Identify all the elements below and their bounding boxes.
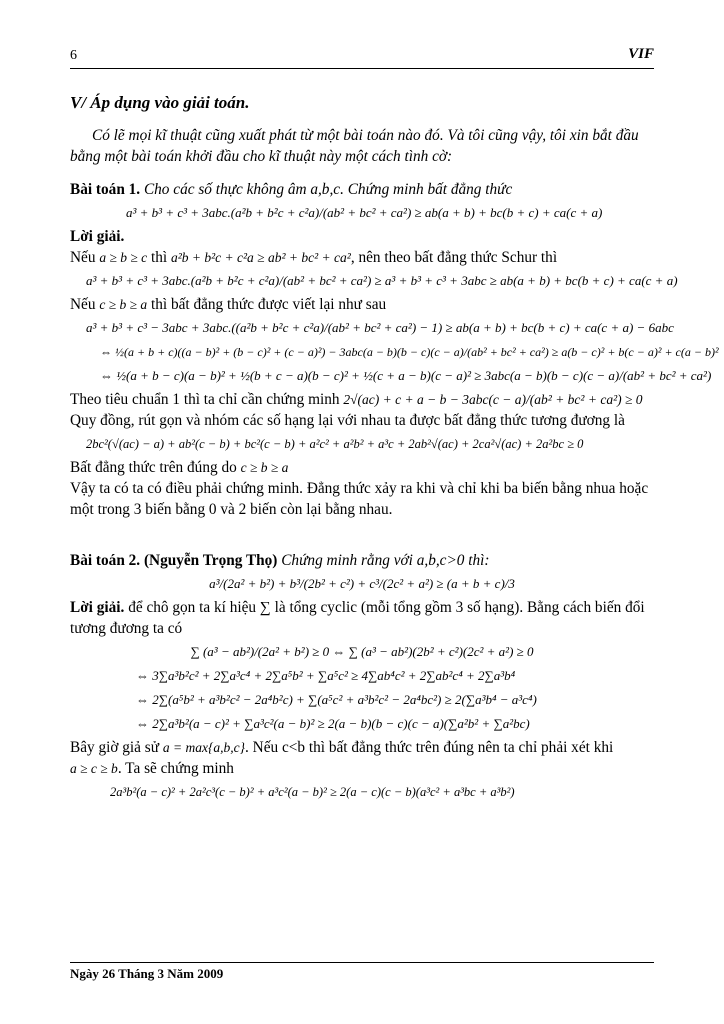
solution-2-equation-6: 2a³b²(a − c)² + 2a²c³(c − b)² + a³c²(a − b)² ≥ 2(a − c)(c − b)(a³c² + a³bc + a³b²) — [110, 785, 515, 799]
case-2 — [70, 294, 654, 315]
assume-end: . Ta sẽ chứng minh — [117, 760, 234, 777]
page-number: 6 — [70, 48, 77, 63]
solution-2-equation-3: ⇔ 3∑a³b²c² + 2∑a³c⁴ + 2∑a⁵b² + ∑a⁵c² ≥ 4∑ab⁴c² + 2∑ab²c⁴ + 2∑a³b⁴ — [136, 668, 516, 683]
assume-condition: a ≥ c ≥ b — [70, 761, 118, 776]
case-1-post: , nên theo bất đẳng thức Schur thì — [350, 249, 558, 266]
true-condition: c ≥ b ≥ a — [240, 460, 289, 475]
section-title: V/ Áp dụng vào giải toán. — [70, 93, 250, 112]
case-2-post: thì bất đẳng thức được viết lại như sau — [150, 296, 387, 313]
solution-2-text: để chô gọn ta kí hiệu ∑ là tổng cyclic (mỗi tổng gồm 3 số hạng). Bằng cách biến đổi tương đương ta có — [70, 599, 645, 637]
solution-2-equation-4: ⇔ 2∑(a⁵b² + a³b²c² − 2a⁴b²c) + ∑(a⁵c² + a³b²c² − 2a⁴bc²) ≥ 2(∑a³b⁴ − a³c⁴) — [136, 692, 537, 707]
solution-2-equation-2: ∑ (a³ − ab²)/(2a² + b²) ≥ 0 ⇔ ∑ (a³ − ab²)(2b² + c²)(2c² + a²) ≥ 0 — [190, 644, 534, 659]
case-1-inequality: a²b + b²c + c²a ≥ ab² + bc² + ca² — [170, 250, 351, 265]
problem-1-equation: a³ + b³ + c³ + 3abc.(a²b + b²c + c²a)/(ab² + bc² + ca²) ≥ ab(a + b) + bc(b + c) + ca(c + a) — [126, 205, 603, 220]
problem-2-statement: Chứng minh rằng với a,b,c>0 thì: — [281, 552, 490, 569]
case-1-mid: thì — [150, 249, 168, 266]
true-line — [70, 457, 654, 478]
criterion-line — [70, 389, 654, 410]
assume-post: . Nếu c<b thì bất đẳng thức trên đúng nên ta chỉ phải xét khi — [245, 739, 614, 756]
case-1 — [70, 247, 654, 268]
footer-rule — [70, 962, 654, 963]
problem-1-label: Bài toán 1. — [70, 181, 141, 198]
reduce-paragraph: Quy đồng, rút gọn và nhóm các số hạng lại với nhau ta được bất đẳng thức tương đương là — [70, 412, 625, 429]
solution-2-label: Lời giải. — [70, 599, 125, 616]
true-pre: Bất đẳng thức trên đúng do — [70, 459, 237, 476]
case-2-condition: c ≥ b ≥ a — [99, 297, 148, 312]
conclusion-paragraph: Vậy ta có ta có điều phải chứng minh. Đẳng thức xảy ra khi và chỉ khi ba biến bằng nhua hoặc một trong 3 biến bằng 0 và 2 biến còn lại bằng nhau. — [70, 480, 649, 518]
solution-2-equation-5: ⇔ 2∑a³b²(a − c)² + ∑a³c²(a − b)² ≥ 2(a − b)(b − c)(c − a)(∑a²b² + ∑a²bc) — [136, 716, 530, 731]
solution-1-equation-4: ⇔ ½(a + b + c)((a − b)² + (b − c)² + (c − a)²) − 3abc(a − b)(b − c)(c − a)/(ab² + bc² + ca²) ≥ a(b − c)² + b(c − a)² + c(a − b)² — [100, 345, 719, 359]
solution-1-label: Lời giải. — [70, 228, 125, 245]
solution-2 — [70, 597, 654, 639]
solution-1-equation-3: a³ + b³ + c³ − 3abc + 3abc.((a²b + b²c + c²a)/(ab² + bc² + ca²) − 1) ≥ ab(a + b) + bc(b + c) + ca(c + a) − 6abc — [86, 320, 674, 335]
problem-2-equation: a³/(2a² + b²) + b³/(2b² + c²) + c³/(2c² + a²) ≥ (a + b + c)/3 — [209, 576, 515, 591]
case-2-pre: Nếu — [70, 296, 96, 313]
main-content — [70, 92, 719, 805]
solution-1-equation-2: a³ + b³ + c³ + 3abc.(a²b + b²c + c²a)/(ab² + bc² + ca²) ≥ a³ + b³ + c³ + 3abc ≥ ab(a + b) + bc(b + c) + ca(c + a) — [86, 273, 678, 288]
assume-pre: Bây giờ giả sử — [70, 739, 160, 756]
header-rule — [70, 68, 654, 69]
intro-paragraph: Có lẽ mọi kĩ thuật cũng xuất phát từ một bài toán nào đó. Và tôi cũng vậy, tôi xin bắt đầu bằng một bài toán khởi đầu cho kĩ thuật này một cách tình cờ: — [70, 127, 639, 165]
assume-equation: a = max{a,b,c} — [162, 740, 246, 755]
solution-1-equation-6: 2bc²(√(ac) − a) + ab²(c − b) + bc²(c − b) + a²c² + a²b² + a³c + 2ab²√(ac) + 2ca²√(ac) + 2a²bc ≥ 0 — [86, 437, 584, 451]
criterion-pre: Theo tiêu chuẩn 1 thì ta chỉ cần chứng minh — [70, 391, 340, 408]
case-1-pre: Nếu — [70, 249, 96, 266]
problem-1-statement: Cho các số thực không âm a,b,c. Chứng minh bất đẳng thức — [143, 181, 513, 198]
assume-paragraph — [70, 737, 654, 779]
case-1-condition: a ≥ b ≥ c — [99, 250, 148, 265]
solution-1-equation-5: ⇔ ½(a + b − c)(a − b)² + ½(b + c − a)(b − c)² + ½(c + a − b)(c − a)² ≥ 3abc(a − b)(b − c)(c − a)/(ab² + bc² + ca²) — [100, 368, 712, 383]
page-header — [70, 46, 654, 68]
footer-date: Ngày 26 Tháng 3 Năm 2009 — [70, 966, 224, 981]
problem-2-label: Bài toán 2. (Nguyễn Trọng Thọ) — [70, 552, 278, 569]
brand-logo: VIF — [628, 46, 654, 62]
problem-2 — [70, 550, 654, 571]
criterion-equation: 2√(ac) + c + a − b − 3abc(c − a)/(ab² + bc² + ca²) ≥ 0 — [343, 392, 643, 407]
problem-1 — [70, 179, 654, 200]
